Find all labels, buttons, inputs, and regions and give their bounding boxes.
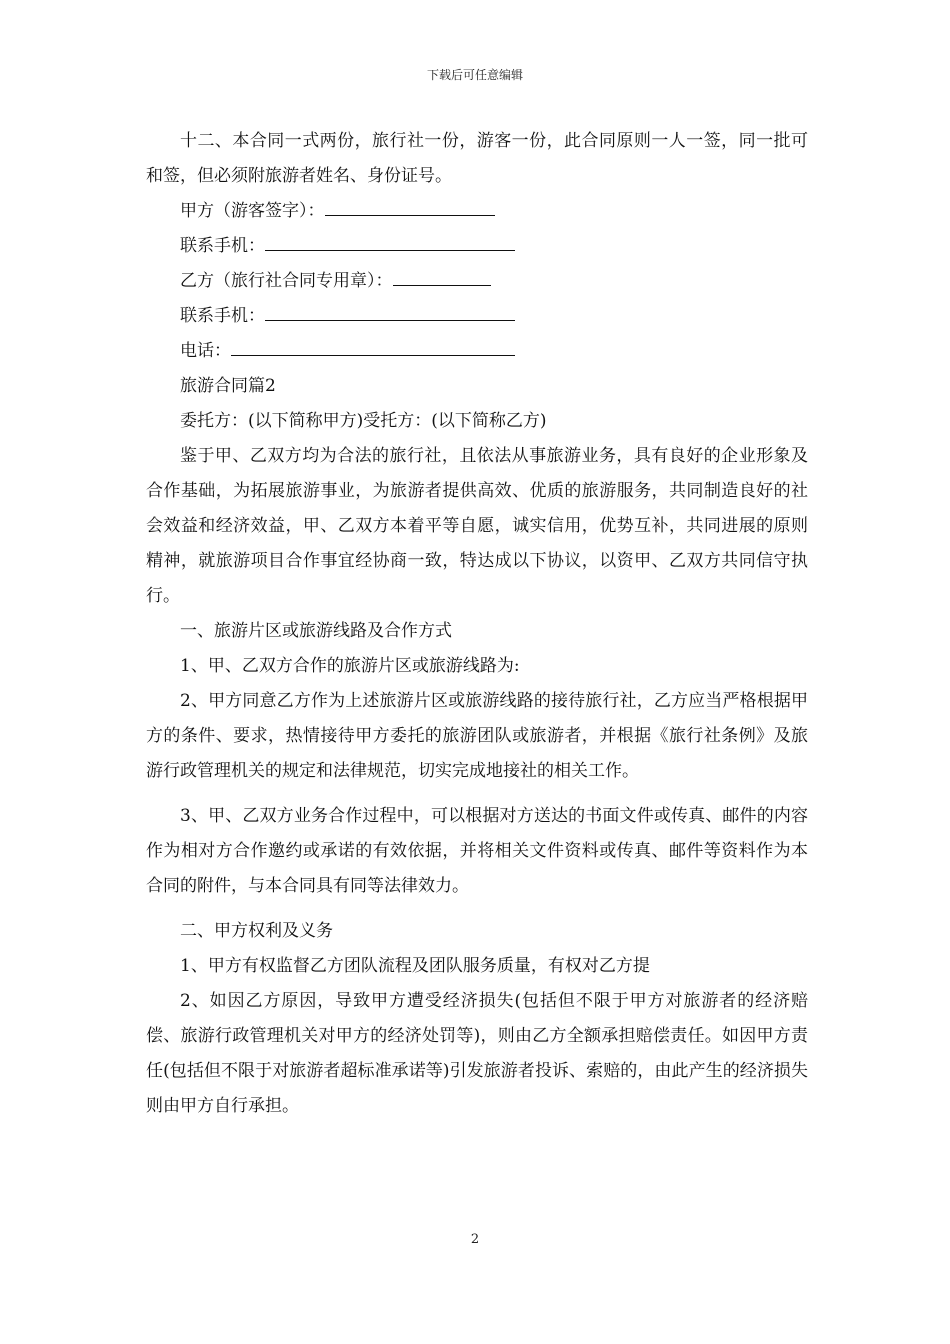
phone-field-party-b[interactable]	[265, 302, 515, 321]
page-number: 2	[470, 1232, 480, 1247]
signature-label-party-a: 甲方（游客签字）：	[180, 201, 325, 221]
section-1-heading: 一、旅游片区或旅游线路及合作方式	[180, 621, 452, 641]
signature-field-party-a[interactable]	[325, 197, 495, 216]
document-body	[146, 124, 808, 1124]
section-2-item-1: 1、甲方有权监督乙方团队流程及团队服务质量，有权对乙方提	[180, 956, 650, 976]
page-header: 下载后可任意编辑	[426, 68, 523, 82]
section-1-item-3: 3、甲、乙双方业务合作过程中，可以根据对方送达的书面文件或传真、邮件的内容作为相对方合作邀约或承诺的有效依据，并将相关文件资料或传真、邮件等资料作为本合同的附件，与本合同具有同等法律效力。	[146, 806, 808, 896]
section-2-item-2: 2、如因乙方原因，导致甲方遭受经济损失(包括但不限于甲方对旅游者的经济赔偿、旅游行政管理机关对甲方的经济处罚等)，则由乙方全额承担赔偿责任。如因甲方责任(包括但不限于对旅游者超标准承诺等)引发旅游者投诉、索赔的，由此产生的经济损失则由甲方自行承担。	[146, 991, 808, 1116]
parties-line: 委托方：(以下简称甲方)受托方：(以下简称乙方)	[180, 411, 547, 431]
section-1-item-2: 2、甲方同意乙方作为上述旅游片区或旅游线路的接待旅行社，乙方应当严格根据甲方的条件、要求，热情接待甲方委托的旅游团队或旅游者，并根据《旅行社条例》及旅游行政管理机关的规定和法律规范，切实完成地接社的相关工作。	[146, 691, 808, 781]
intro-paragraph: 鉴于甲、乙双方均为合法的旅行社，且依法从事旅游业务，具有良好的企业形象及合作基础，为拓展旅游事业，为旅游者提供高效、优质的旅游服务，共同制造良好的社会效益和经济效益，甲、乙双方本着平等自愿，诚实信用，优势互补，共同进展的原则精神，就旅游项目合作事宜经协商一致，特达成以下协议，以资甲、乙双方共同信守执行。	[146, 446, 808, 606]
tel-field[interactable]	[231, 337, 515, 356]
clause-12: 十二、本合同一式两份，旅行社一份，游客一份，此合同原则一人一签，同一批可和签，但必须附旅游者姓名、身份证号。	[146, 131, 808, 186]
phone-label-party-a: 联系手机：	[180, 236, 265, 256]
phone-line-party-b	[146, 299, 808, 334]
section-1-item-1: 1、甲、乙双方合作的旅游片区或旅游线路为:	[180, 656, 520, 676]
contract-2-title: 旅游合同篇2	[180, 376, 276, 396]
signature-line-party-a	[146, 194, 808, 229]
signature-line-party-b	[146, 264, 808, 299]
phone-label-party-b: 联系手机：	[180, 306, 265, 326]
phone-field-party-a[interactable]	[265, 232, 515, 251]
signature-label-party-b: 乙方（旅行社合同专用章）：	[180, 271, 393, 291]
signature-field-party-b[interactable]	[393, 267, 491, 286]
tel-line	[146, 334, 808, 369]
tel-label: 电话：	[180, 341, 231, 361]
phone-line-party-a	[146, 229, 808, 264]
section-2-heading: 二、甲方权利及义务	[180, 921, 333, 941]
